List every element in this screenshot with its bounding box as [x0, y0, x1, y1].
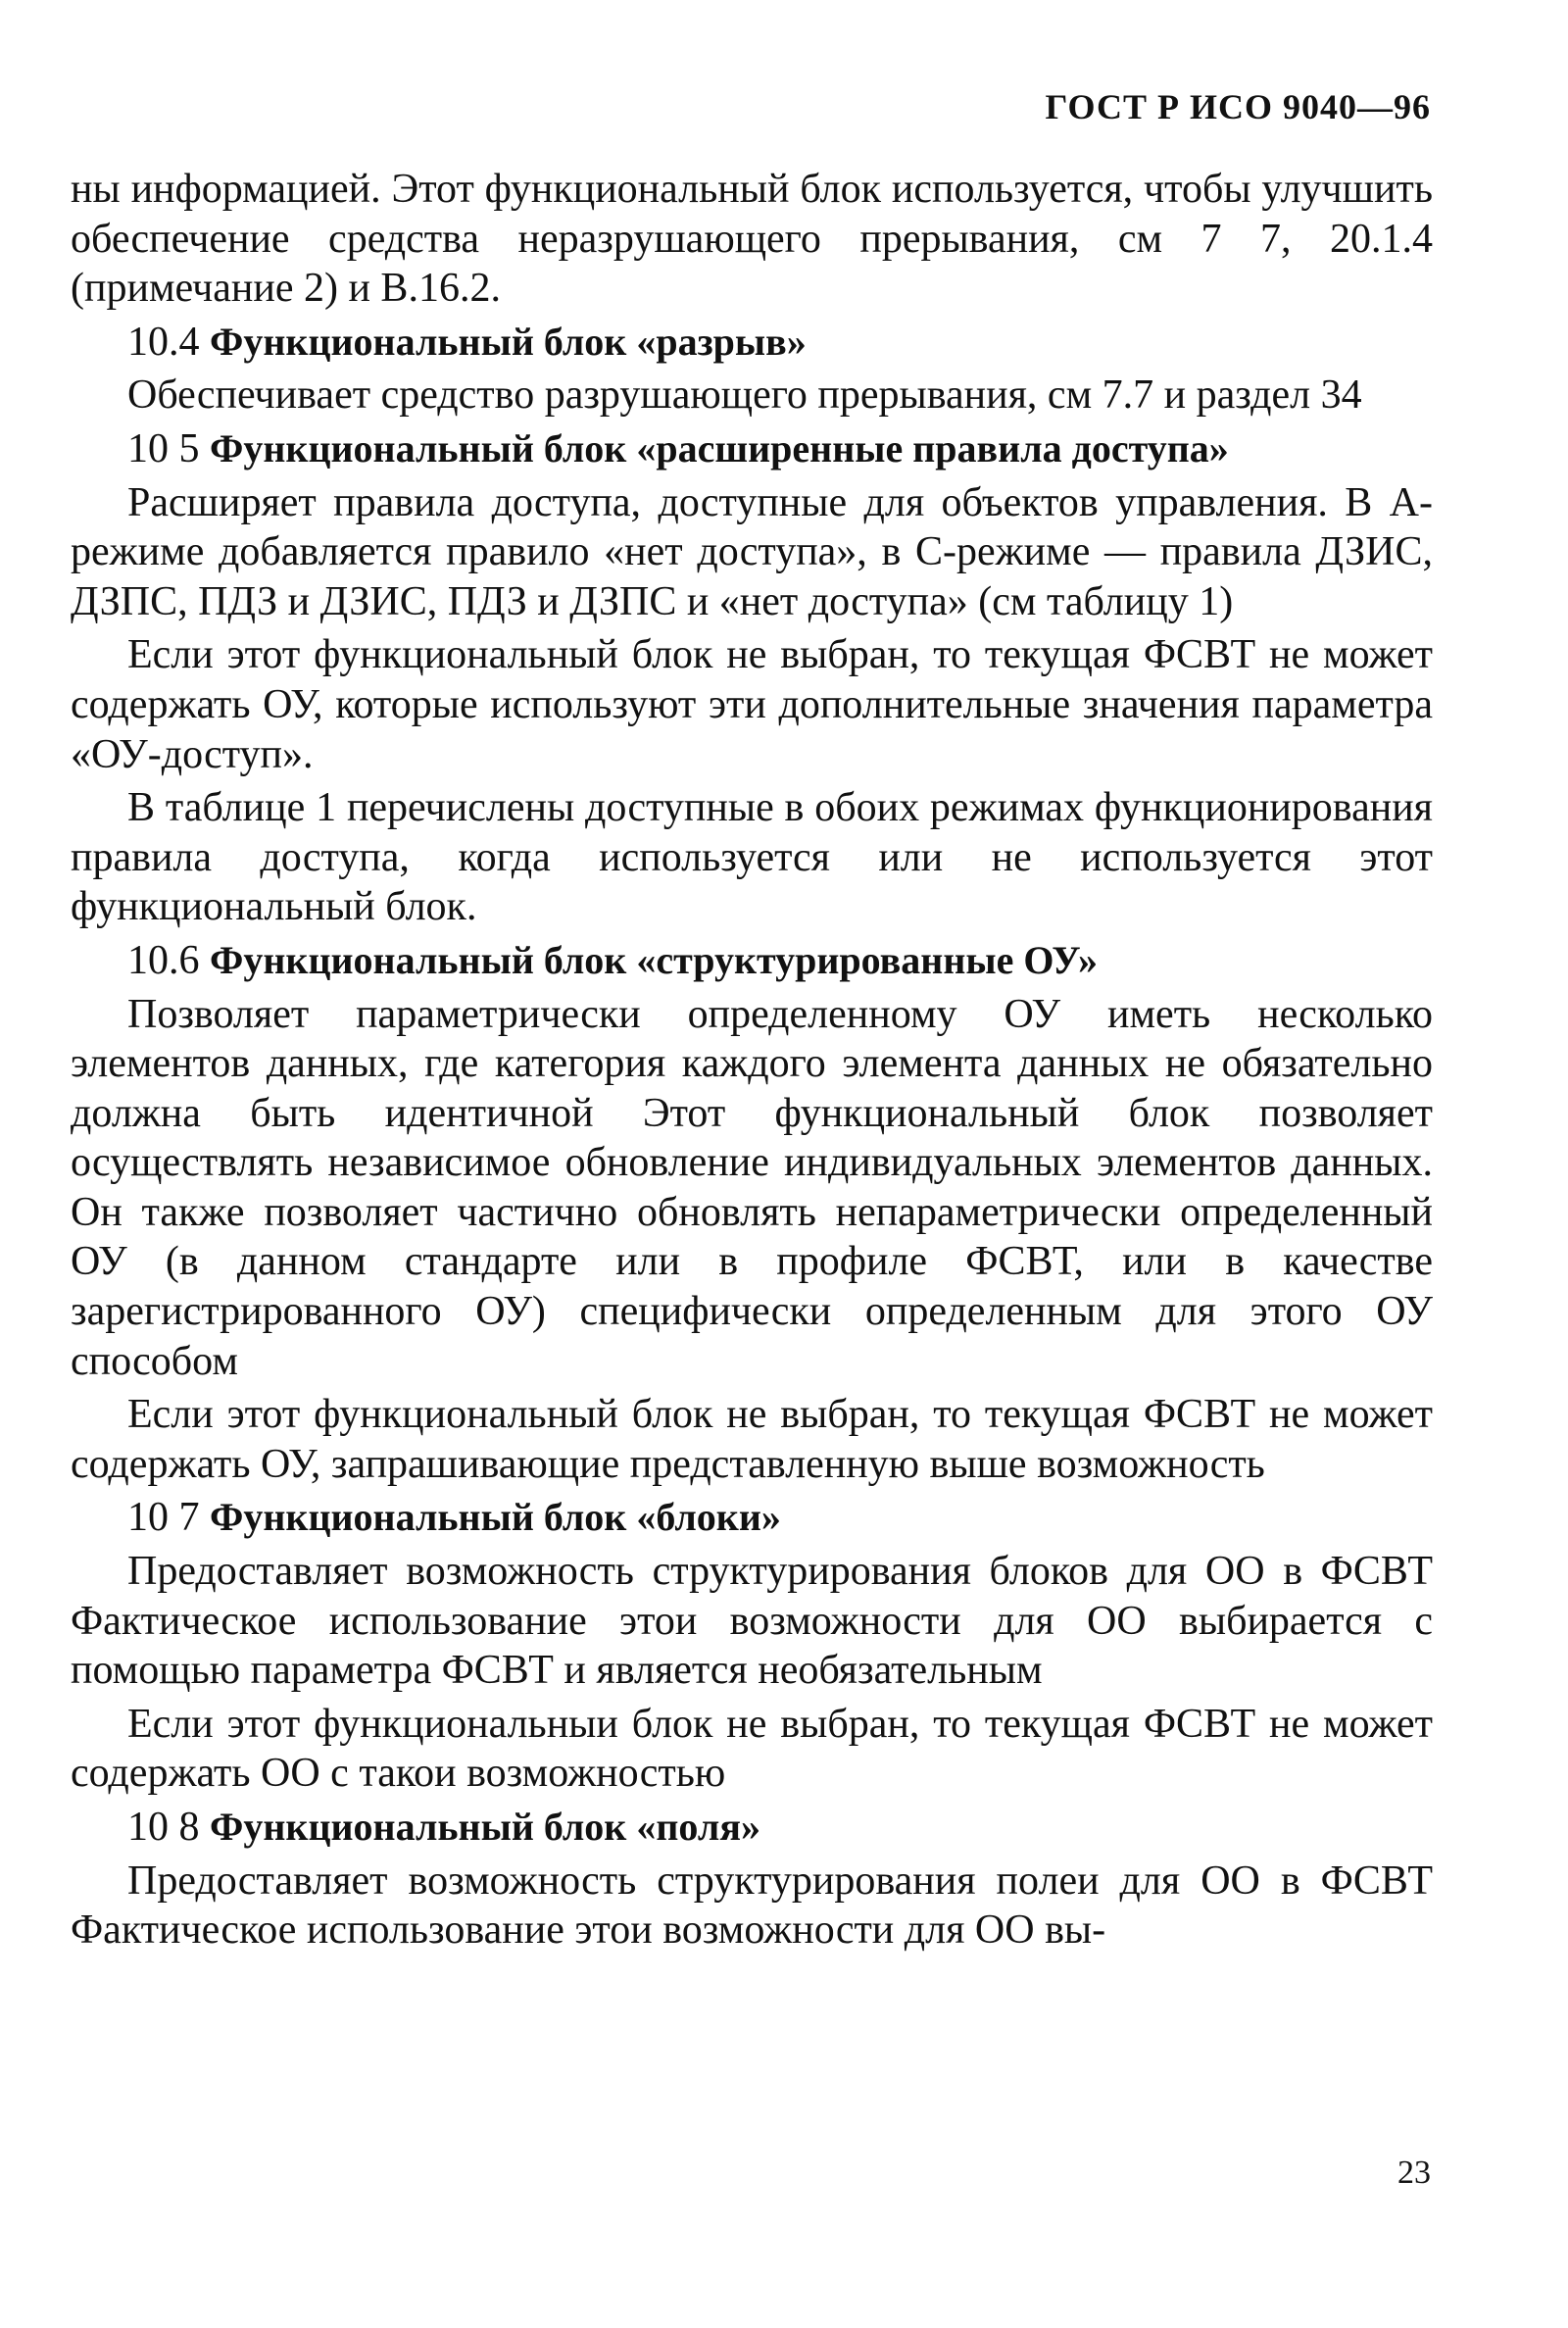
paragraph: Если этот функциональный блок не выбран, то текущая ФСВТ не может содержать ОУ, запрашивающие представленную выше возможность — [71, 1392, 1433, 1487]
paragraph: В таблице 1 перечислены доступные в обоих режимах функционирования правила доступа, когда используется или не используется этот функциональный блок. — [71, 785, 1433, 930]
paragraph: Обеспечивает средство разрушающего прерывания, см 7.7 и раздел 34 — [127, 372, 1362, 419]
section-number: 10.4 — [127, 319, 200, 365]
paragraph: Позволяет параметрически определенному ОУ иметь несколько элементов данных, где категория каждого элемента данных не обязательно должна быть идентичной Этот функциональный блок позволяет осуществлять независимое обновление индивидуальных элементов данных. Он также позволяет частично обновлять непараметрически определенный ОУ (в данном стандарте или в профиле ФСВТ, или в качестве зарегистрированного ОУ) специфически определенным для этого ОУ способом — [71, 991, 1433, 1384]
section-heading-10-5 — [71, 424, 1433, 474]
section-title: Функциональный блок «разрыв» — [210, 319, 807, 364]
section-heading-10-8 — [71, 1803, 1433, 1853]
section-heading-10-7 — [71, 1493, 1433, 1543]
section-title: Функциональный блок «поля» — [210, 1805, 760, 1849]
paragraph: Расширяет правила доступа, доступные для объектов управления. В А-режиме добавляется правило «нет доступа», в С-режиме — правила ДЗИС, ДЗПС, ПДЗ и ДЗИС, ПДЗ и ДЗПС и «нет доступа» (см таблицу 1) — [71, 479, 1433, 624]
section-number: 10 5 — [127, 425, 200, 471]
paragraph: Если этот функциональныи блок не выбран, то текущая ФСВТ не может содержать ОО с такои возможностью — [71, 1701, 1433, 1797]
section-title: Функциональный блок «расширенные правила доступа» — [210, 425, 1229, 471]
paragraph-continuation: ны информацией. Этот функциональный блок используется, чтобы улучшить обеспечение средства неразрушающего прерывания, см 7 7, 20.1.4 (примечание 2) и В.16.2. — [71, 167, 1433, 312]
section-title: Функциональный блок «блоки» — [210, 1495, 781, 1540]
paragraph: Предоставляет возможность структурирования блоков для ОО в ФСВТ Фактическое использование этои возможности для ОО выбирается с помощью параметра ФСВТ и является необязательным — [71, 1549, 1433, 1694]
section-heading-10-4 — [71, 318, 1433, 368]
section-number: 10 7 — [127, 1495, 200, 1541]
document-code-header: ГОСТ Р ИСО 9040—96 — [1045, 87, 1431, 126]
section-number: 10.6 — [127, 937, 200, 983]
section-number: 10 8 — [127, 1805, 200, 1850]
section-heading-10-6 — [71, 936, 1433, 986]
paragraph: Если этот функциональный блок не выбран, то текущая ФСВТ не может содержать ОУ, которые используют эти дополнительные значения параметра «ОУ-доступ». — [71, 632, 1433, 777]
paragraph: Предоставляет возможность структурирования полеи для ОО в ФСВТ Фактическое использование этои возможности для ОО вы- — [71, 1857, 1433, 1954]
body-text — [71, 165, 1433, 1959]
section-title: Функциональный блок «структурированные ОУ» — [210, 937, 1099, 982]
page-number: 23 — [1397, 2155, 1431, 2191]
